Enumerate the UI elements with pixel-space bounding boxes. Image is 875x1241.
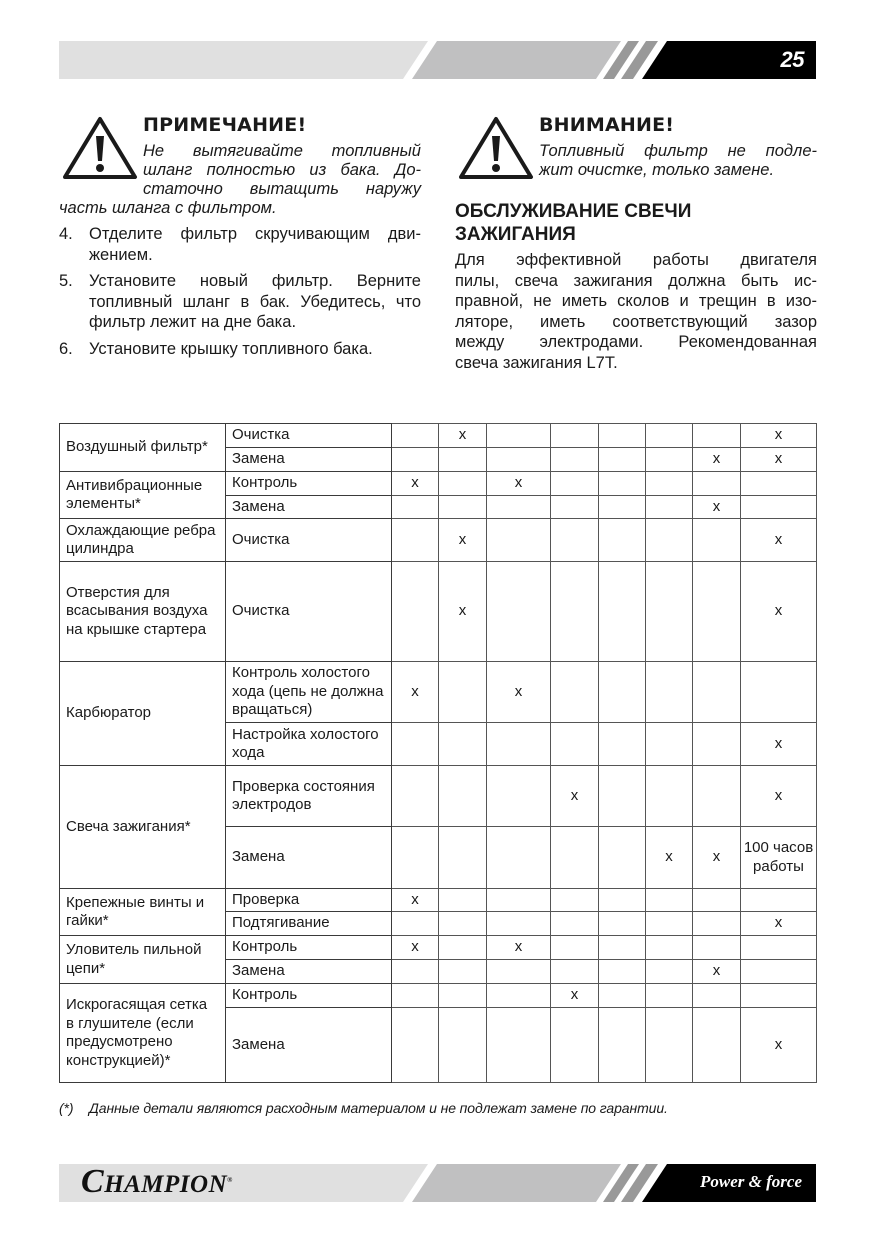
- interval-mark-cell: [599, 960, 646, 984]
- interval-mark-cell: [392, 723, 439, 766]
- operation-cell: Замена: [226, 827, 392, 889]
- warning-triangle-icon: [457, 114, 535, 182]
- interval-mark-cell: [487, 766, 551, 827]
- interval-mark-cell: [439, 960, 487, 984]
- interval-mark-cell: [551, 912, 599, 936]
- step-item: 5. Установите новый фильтр. Верните топливный шланг в бак. Убедитесь, что фильтр лежит на дне бака.: [59, 272, 421, 331]
- steps-list: [59, 224, 421, 365]
- interval-mark-cell: x: [646, 827, 693, 889]
- interval-mark-cell: [646, 448, 693, 472]
- interval-mark-cell: [741, 472, 817, 496]
- page-number: 25: [780, 47, 804, 72]
- interval-mark-cell: [392, 448, 439, 472]
- interval-mark-cell: [551, 562, 599, 662]
- interval-mark-cell: [551, 496, 599, 519]
- interval-mark-cell: [693, 889, 741, 912]
- table-row: [60, 766, 817, 827]
- interval-mark-cell: [551, 424, 599, 448]
- interval-mark-cell: [693, 1008, 741, 1083]
- interval-mark-cell: [646, 472, 693, 496]
- header-band: [59, 41, 816, 79]
- interval-mark-cell: [439, 448, 487, 472]
- interval-mark-cell: x: [741, 766, 817, 827]
- interval-mark-cell: [551, 960, 599, 984]
- warning-line-2: жит очистке, только замене.: [539, 161, 775, 179]
- interval-mark-cell: [551, 723, 599, 766]
- note-line-4: часть шланга с фильтром.: [59, 199, 277, 217]
- interval-mark-cell: x: [741, 448, 817, 472]
- interval-mark-cell: [741, 984, 817, 1008]
- interval-mark-cell: x: [392, 662, 439, 723]
- interval-mark-cell: [487, 960, 551, 984]
- interval-mark-cell: [439, 1008, 487, 1083]
- interval-mark-cell: [693, 984, 741, 1008]
- footer-band: [59, 1164, 816, 1202]
- operation-cell: Контроль: [226, 984, 392, 1008]
- operation-cell: Очистка: [226, 519, 392, 562]
- interval-mark-cell: [599, 889, 646, 912]
- header-stripes-graphic: [59, 41, 816, 79]
- interval-mark-cell: [439, 912, 487, 936]
- note-callout: [59, 112, 421, 222]
- operation-cell: Очистка: [226, 424, 392, 448]
- interval-mark-cell: [487, 984, 551, 1008]
- interval-mark-cell: [646, 496, 693, 519]
- interval-mark-cell: [741, 936, 817, 960]
- interval-mark-cell: [392, 912, 439, 936]
- warning-callout: [455, 112, 817, 192]
- interval-mark-cell: [599, 912, 646, 936]
- interval-mark-cell: [599, 448, 646, 472]
- interval-mark-cell: x: [741, 912, 817, 936]
- interval-mark-cell: [646, 662, 693, 723]
- interval-mark-cell: [392, 1008, 439, 1083]
- component-cell: Свеча зажигания*: [60, 766, 226, 889]
- interval-mark-cell: [599, 1008, 646, 1083]
- interval-mark-cell: x: [693, 960, 741, 984]
- interval-mark-cell: [392, 562, 439, 662]
- interval-mark-cell: x: [439, 562, 487, 662]
- interval-mark-cell: [392, 496, 439, 519]
- interval-mark-cell: [439, 766, 487, 827]
- interval-mark-cell: x: [741, 562, 817, 662]
- interval-mark-cell: [487, 519, 551, 562]
- step-item: 4. Отделите фильтр скручивающим дви-жением.: [59, 225, 421, 264]
- interval-mark-cell: [599, 766, 646, 827]
- interval-mark-cell: [487, 448, 551, 472]
- interval-mark-cell: [439, 827, 487, 889]
- warning-title: ВНИМАНИЕ!: [539, 114, 675, 136]
- interval-mark-cell: x: [741, 519, 817, 562]
- interval-mark-cell: [693, 662, 741, 723]
- interval-mark-cell: [487, 496, 551, 519]
- interval-mark-cell: [646, 519, 693, 562]
- operation-cell: Проверка состояния электродов: [226, 766, 392, 827]
- table-row: [60, 519, 817, 562]
- warning-line-1: Топливный фильтр не подле-: [539, 142, 817, 160]
- interval-mark-cell: x: [693, 496, 741, 519]
- operation-cell: Настройка холостого хода: [226, 723, 392, 766]
- operation-cell: Очистка: [226, 562, 392, 662]
- interval-mark-cell: [693, 766, 741, 827]
- interval-mark-cell: x: [392, 936, 439, 960]
- step-text: Установите крышку топливного бака.: [89, 339, 373, 358]
- interval-mark-cell: x: [741, 424, 817, 448]
- interval-mark-cell: [392, 984, 439, 1008]
- interval-mark-cell: [646, 1008, 693, 1083]
- interval-mark-cell: [646, 889, 693, 912]
- interval-mark-cell: [646, 984, 693, 1008]
- interval-mark-cell: [599, 662, 646, 723]
- table-row: [60, 936, 817, 960]
- interval-mark-cell: [392, 424, 439, 448]
- interval-mark-cell: [599, 424, 646, 448]
- interval-mark-cell: [693, 472, 741, 496]
- component-cell: Карбюратор: [60, 662, 226, 766]
- interval-mark-cell: [551, 889, 599, 912]
- interval-mark-cell: x: [693, 827, 741, 889]
- interval-mark-cell: [693, 936, 741, 960]
- interval-mark-cell: [551, 1008, 599, 1083]
- operation-cell: Подтягивание: [226, 912, 392, 936]
- interval-mark-cell: [487, 889, 551, 912]
- interval-mark-cell: [392, 827, 439, 889]
- slogan: Power & force: [700, 1172, 802, 1191]
- interval-mark-cell: [439, 889, 487, 912]
- interval-mark-cell: [487, 562, 551, 662]
- interval-mark-cell: [439, 984, 487, 1008]
- operation-cell: Контроль холостого хода (цепь не должна вращаться): [226, 662, 392, 723]
- interval-mark-cell: [551, 827, 599, 889]
- table-row: [60, 984, 817, 1008]
- step-text: Отделите фильтр скручивающим дви-жением.: [89, 225, 421, 264]
- table-row: [60, 662, 817, 723]
- warning-triangle-icon: [61, 114, 139, 182]
- operation-cell: Контроль: [226, 472, 392, 496]
- interval-mark-cell: x: [439, 519, 487, 562]
- interval-mark-cell: [487, 424, 551, 448]
- component-cell: Антивибрационные элементы*: [60, 472, 226, 519]
- interval-mark-cell: [439, 472, 487, 496]
- operation-cell: Контроль: [226, 936, 392, 960]
- interval-mark-cell: [646, 960, 693, 984]
- interval-mark-cell: x: [487, 662, 551, 723]
- interval-mark-cell: [741, 496, 817, 519]
- interval-mark-cell: [646, 912, 693, 936]
- interval-mark-cell: [551, 662, 599, 723]
- interval-mark-cell: [551, 472, 599, 496]
- operation-cell: Замена: [226, 1008, 392, 1083]
- table-row: [60, 472, 817, 496]
- interval-mark-cell: [646, 936, 693, 960]
- interval-mark-cell: [599, 472, 646, 496]
- interval-mark-cell: x: [487, 472, 551, 496]
- footnote: [59, 1100, 668, 1116]
- interval-mark-cell: [599, 496, 646, 519]
- operation-cell: Замена: [226, 448, 392, 472]
- component-cell: Уловитель пильной цепи*: [60, 936, 226, 984]
- table-row: [60, 424, 817, 448]
- note-line-1: Не вытягивайте топливный: [143, 142, 421, 160]
- interval-mark-cell: [599, 519, 646, 562]
- step-text: Установите новый фильтр. Верните топливный шланг в бак. Убедитесь, что фильтр лежит на дне бака.: [89, 272, 421, 331]
- interval-mark-cell: x: [392, 472, 439, 496]
- interval-mark-cell: [741, 662, 817, 723]
- note-line-2: шланг полностью из бака. До-: [143, 161, 421, 179]
- interval-mark-cell: x: [693, 448, 741, 472]
- interval-mark-cell: [392, 766, 439, 827]
- interval-mark-cell: [599, 562, 646, 662]
- interval-mark-cell: [693, 562, 741, 662]
- interval-mark-cell: [392, 960, 439, 984]
- interval-mark-cell: [487, 1008, 551, 1083]
- step-item: 6. Установите крышку топливного бака.: [59, 339, 373, 358]
- section-heading: ОБСЛУЖИВАНИЕ СВЕЧИ ЗАЖИГАНИЯ: [455, 201, 692, 245]
- section-paragraph: Для эффективной работы двигателя пилы, свеча зажигания должна быть ис- правной, не иметь сколов и трещин в изо- ляторе, иметь соответствующий зазор между электродами. Рекомендованная свеча зажигания L7T.: [455, 251, 817, 372]
- component-cell: Крепежные винты и гайки*: [60, 889, 226, 936]
- interval-mark-cell: [599, 827, 646, 889]
- interval-mark-cell: [741, 960, 817, 984]
- interval-mark-cell: [551, 936, 599, 960]
- interval-mark-cell: [693, 723, 741, 766]
- interval-mark-cell: [646, 723, 693, 766]
- interval-mark-cell: [646, 562, 693, 662]
- interval-mark-cell: [439, 936, 487, 960]
- operation-cell: Замена: [226, 496, 392, 519]
- component-cell: Охлаждающие ребра цилиндра: [60, 519, 226, 562]
- table-row: [60, 889, 817, 912]
- interval-mark-cell: [487, 723, 551, 766]
- interval-mark-cell: x: [487, 936, 551, 960]
- component-cell: Воздушный фильтр*: [60, 424, 226, 472]
- interval-mark-cell: [551, 448, 599, 472]
- interval-mark-cell: [693, 912, 741, 936]
- note-title: ПРИМЕЧАНИЕ!: [143, 114, 307, 136]
- interval-mark-cell: [646, 424, 693, 448]
- interval-mark-cell: [599, 936, 646, 960]
- interval-mark-cell: [693, 519, 741, 562]
- interval-mark-cell: x: [741, 1008, 817, 1083]
- interval-mark-cell: [599, 723, 646, 766]
- interval-mark-cell: [599, 984, 646, 1008]
- footnote-text: Данные детали являются расходным материалом и не подлежат замене по гарантии.: [89, 1100, 668, 1116]
- interval-mark-cell: [439, 662, 487, 723]
- maintenance-schedule-table: [59, 423, 817, 1083]
- champion-logo: CHAMPION®: [81, 1163, 233, 1200]
- component-cell: Отверстия для всасывания воздуха на крышке стартера: [60, 562, 226, 662]
- interval-mark-cell: x: [551, 766, 599, 827]
- interval-mark-cell: [392, 519, 439, 562]
- interval-mark-cell: x: [551, 984, 599, 1008]
- interval-mark-cell: [487, 912, 551, 936]
- interval-mark-cell: x: [392, 889, 439, 912]
- interval-mark-cell: 100 часов работы: [741, 827, 817, 889]
- interval-mark-cell: [439, 496, 487, 519]
- interval-mark-cell: [487, 827, 551, 889]
- component-cell: Искрогасящая сетка в глушителе (если предусмотрено конструкцией)*: [60, 984, 226, 1083]
- interval-mark-cell: [439, 723, 487, 766]
- interval-mark-cell: [551, 519, 599, 562]
- note-line-3: статочно вытащить наружу: [143, 180, 421, 198]
- interval-mark-cell: x: [439, 424, 487, 448]
- interval-mark-cell: x: [741, 723, 817, 766]
- table-row: [60, 562, 817, 662]
- footnote-mark: (*): [59, 1100, 74, 1116]
- operation-cell: Проверка: [226, 889, 392, 912]
- interval-mark-cell: [741, 889, 817, 912]
- operation-cell: Замена: [226, 960, 392, 984]
- interval-mark-cell: [693, 424, 741, 448]
- interval-mark-cell: [646, 766, 693, 827]
